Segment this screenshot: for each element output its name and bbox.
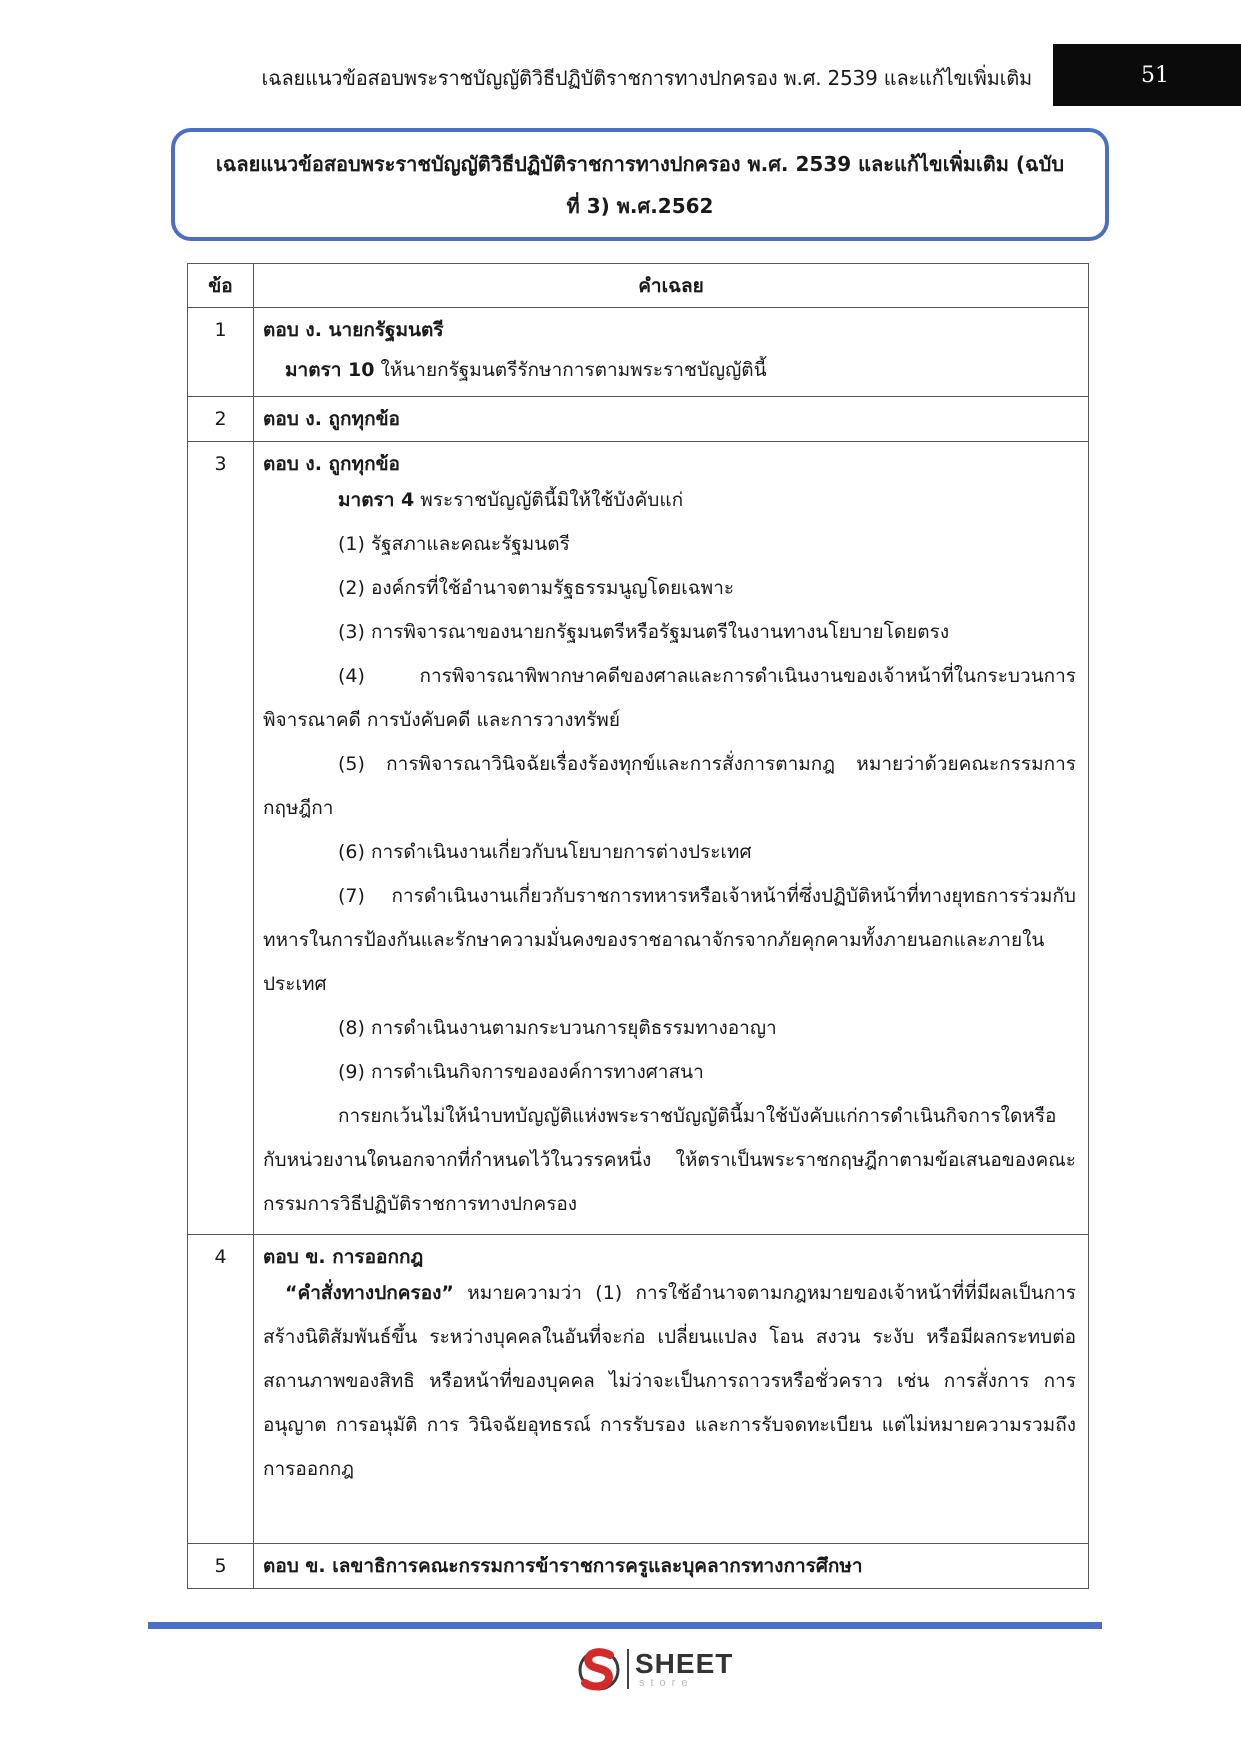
closing-paragraph: การยกเว้นไม่ให้นำบทบัญญัติแห่งพระราชบัญญัตินี้มาใช้บังคับแก่การดำเนินกิจการใดหรือกับหน่วยงานใดนอกจากที่กำหนดไว้ในวรรคหนึ่ง ให้ตราเป็นพระราชกฤษฎีกาตามข้อเสนอของคณะกรรมการวิธีปฏิบัติราชการทางปกครอง	[263, 1105, 1076, 1215]
list-item: (8) การดำเนินงานตามกระบวนการยุติธรรมทางอาญา	[338, 1017, 777, 1039]
answer-cell	[254, 442, 1089, 1235]
column-header-answer: คำเฉลย	[254, 264, 1089, 308]
answer-cell	[254, 308, 1089, 397]
question-number: 5	[188, 1544, 254, 1589]
table-row	[188, 442, 1089, 1235]
column-header-no: ข้อ	[188, 264, 254, 308]
title-box	[171, 128, 1109, 241]
list-item: (5) การพิจารณาวินิจฉัยเรื่องร้องทุกข์และการสั่งการตามกฎ หมายว่าด้วยคณะกรรมการกฤษฎีกา	[263, 753, 1076, 819]
table-row	[188, 397, 1089, 442]
answer-cell	[254, 397, 1089, 442]
law-section-label: มาตรา 10	[285, 359, 375, 381]
running-header: เฉลยแนวข้อสอบพระราชบัญญัติวิธีปฏิบัติราชการทางปกครอง พ.ศ. 2539 และแก้ไขเพิ่มเติม	[261, 66, 1032, 90]
logo-text	[635, 1647, 734, 1689]
list-item: (9) การดำเนินกิจการขององค์การทางศาสนา	[338, 1061, 704, 1083]
title-line-1: เฉลยแนวข้อสอบพระราชบัญญัติวิธีปฏิบัติราชการทางปกครอง พ.ศ. 2539 และแก้ไขเพิ่มเติม (ฉบับ	[215, 151, 1065, 176]
list-item: (2) องค์กรที่ใช้อำนาจตามรัฐธรรมนูญโดยเฉพาะ	[338, 577, 735, 599]
law-section-text: พระราชบัญญัตินี้มิให้ใช้บังคับแก่	[414, 489, 684, 511]
title-line-2: ที่ 3) พ.ศ.2562	[566, 193, 714, 218]
answer-choice: ตอบ ง. ถูกทุกข้อ	[263, 408, 400, 430]
question-number: 3	[188, 442, 254, 1235]
table-row	[188, 308, 1089, 397]
page-number: 51	[1053, 44, 1241, 106]
list-item: (1) รัฐสภาและคณะรัฐมนตรี	[338, 533, 570, 555]
list-item: (4) การพิจารณาพิพากษาคดีของศาลและการดำเนินงานของเจ้าหน้าที่ในกระบวนการพิจารณาคดี การบังคับคดี และการวางทรัพย์	[263, 665, 1076, 731]
list-item: (6) การดำเนินงานเกี่ยวกับนโยบายการต่างประเทศ	[338, 841, 752, 863]
question-number: 2	[188, 397, 254, 442]
answer-choice: ตอบ ข. เลขาธิการคณะกรรมการข้าราชการครูและบุคลากรทางการศึกษา	[263, 1555, 863, 1577]
answer-choice: ตอบ ง. ถูกทุกข้อ	[263, 453, 400, 475]
logo-brand-main: SHEET	[635, 1647, 734, 1679]
law-section-label: มาตรา 4	[338, 489, 415, 511]
question-number: 1	[188, 308, 254, 397]
law-text	[263, 344, 1076, 396]
law-text	[263, 478, 1076, 522]
table-row	[188, 1544, 1089, 1589]
sheet-store-logo	[577, 1643, 733, 1695]
answer-choice: ตอบ ข. การออกกฎ	[263, 1246, 424, 1268]
answer-table	[187, 263, 1089, 1589]
table-header-row	[188, 264, 1089, 308]
logo-divider	[627, 1649, 629, 1689]
definition-paragraph	[263, 1271, 1076, 1491]
footer-rule	[148, 1622, 1102, 1629]
question-number: 4	[188, 1235, 254, 1544]
table-row	[188, 1235, 1089, 1544]
list-item: (3) การพิจารณาของนายกรัฐมนตรีหรือรัฐมนตรีในงานทางนโยบายโดยตรง	[338, 621, 950, 643]
sheet-store-s-icon	[577, 1643, 623, 1695]
answer-cell	[254, 1544, 1089, 1589]
answer-choice: ตอบ ง. นายกรัฐมนตรี	[263, 319, 444, 341]
law-section-text: ให้นายกรัฐมนตรีรักษาการตามพระราชบัญญัตินี้	[374, 359, 767, 381]
logo-brand-sub: store	[639, 1676, 694, 1689]
definition-text: หมายความว่า (1) การใช้อำนาจตามกฎหมายของเจ้าหน้าที่ที่มีผลเป็นการสร้างนิติสัมพันธ์ขึ้น ระหว่างบุคคลในอันที่จะก่อ เปลี่ยนแปลง โอน สงวน ระงับ หรือมีผลกระทบต่อสถานภาพของสิทธิ หรือหน้าที่ของบุคคล ไม่ว่าจะเป็นการถาวรหรือชั่วคราว เช่น การสั่งการ การอนุญาต การอนุมัติ การ วินิจฉัยอุทธรณ์ การรับรอง และการรับจดทะเบียน แต่ไม่หมายความรวมถึงการออกกฎ	[263, 1282, 1076, 1480]
answer-cell	[254, 1235, 1089, 1544]
defined-term: “คำสั่งทางปกครอง”	[285, 1282, 454, 1304]
list-item: (7) การดำเนินงานเกี่ยวกับราชการทหารหรือเจ้าหน้าที่ซึ่งปฏิบัติหน้าที่ทางยุทธการร่วมกับทหารในการป้องกันและรักษาความมั่นคงของราชอาณาจักรจากภัยคุกคามทั้งภายนอกและภายในประเทศ	[263, 885, 1076, 995]
